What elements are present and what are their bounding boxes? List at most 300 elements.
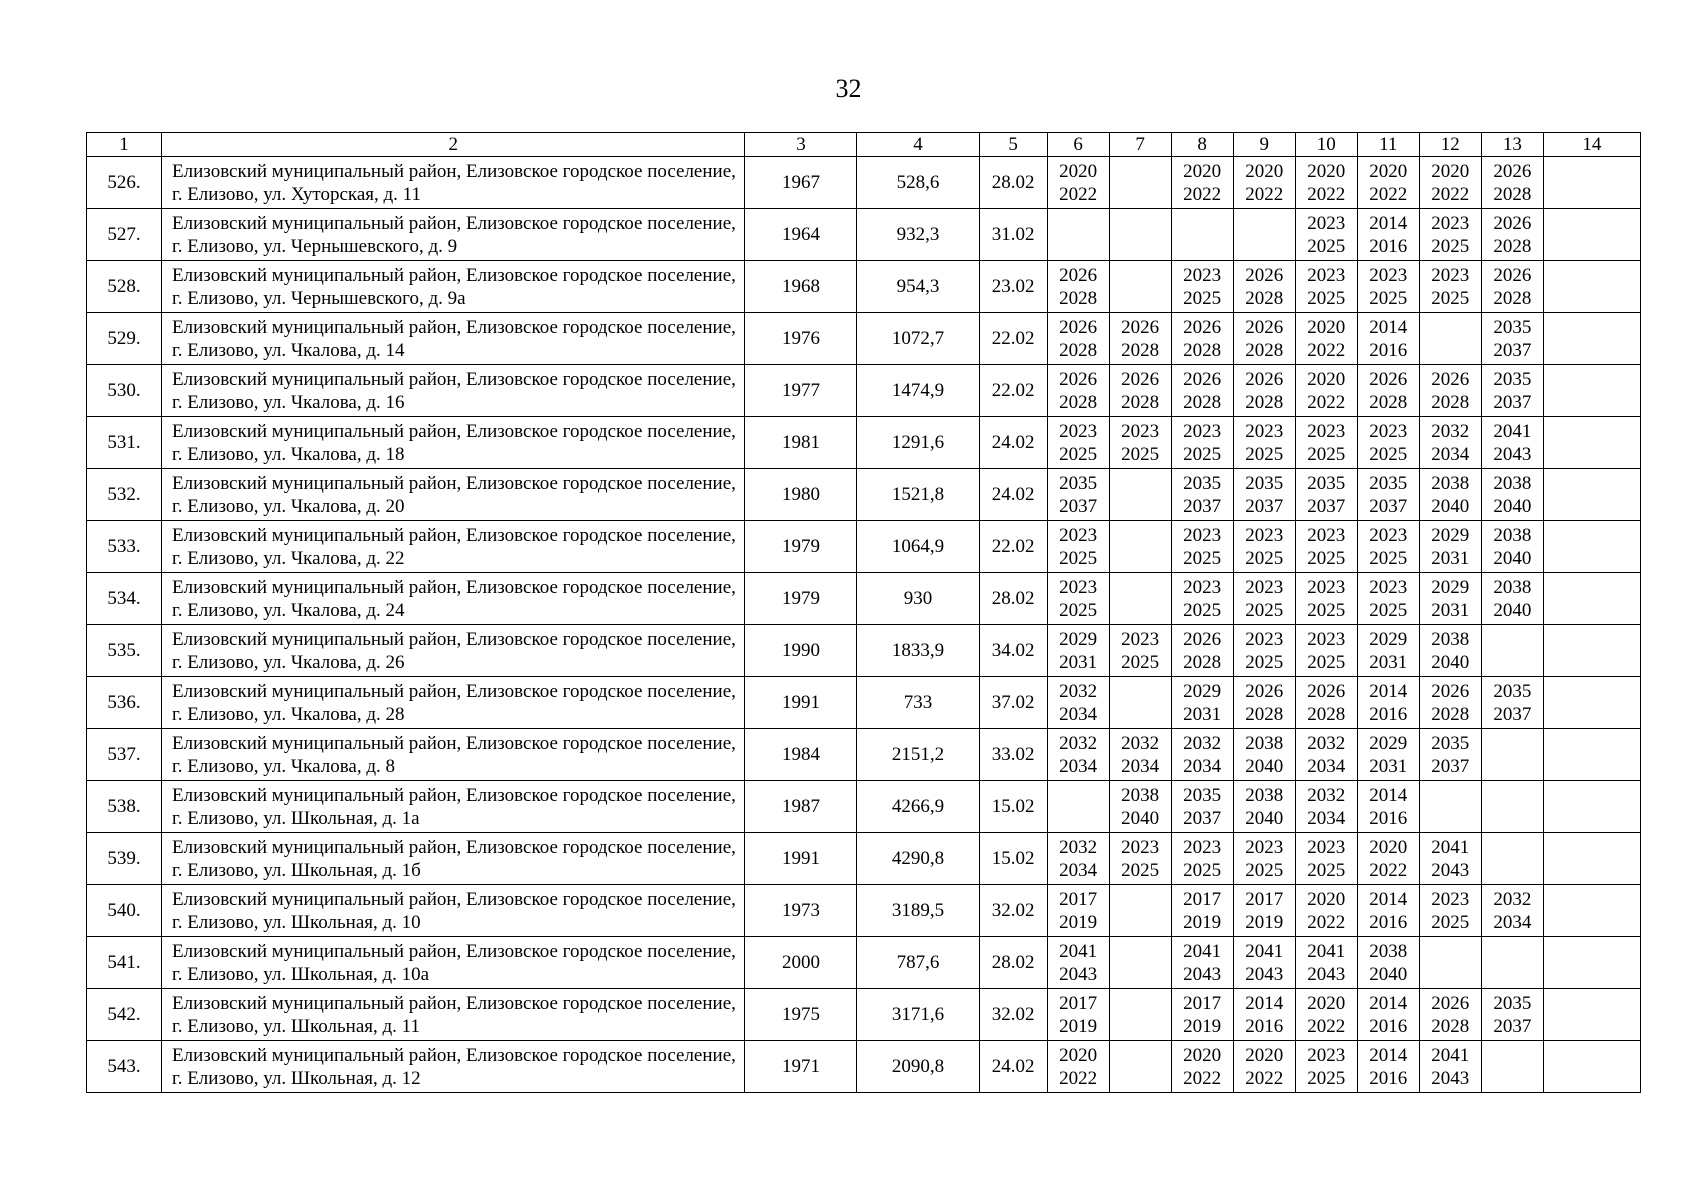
code-cell: 28.02 [979,937,1047,989]
repair-period-cell [1171,261,1233,313]
period-start-year: 2026 [1059,316,1098,338]
row-number: 539. [87,833,162,885]
repair-period-cell [1419,573,1481,625]
period-start-year: 2020 [1369,160,1408,182]
period-end-year: 2043 [1493,443,1532,465]
period-end-year: 2028 [1245,391,1284,413]
repair-period-cell [1171,521,1233,573]
period-end-year: 2040 [1431,495,1470,517]
period-start-year: 2017 [1183,992,1222,1014]
repair-period-cell [1419,625,1481,677]
repair-period-cell [1481,417,1543,469]
repair-period-cell [1171,313,1233,365]
period-start-year: 2017 [1059,992,1098,1014]
period-start-year: 2023 [1307,836,1346,858]
period-end-year: 2040 [1493,547,1532,569]
construction-year-cell: 1964 [745,209,857,261]
code-cell: 24.02 [979,469,1047,521]
repair-period-cell [1109,729,1171,781]
address-cell: Елизовский муниципальный район, Елизовское городское поселение, г. Елизово, ул. Школьная, д. 12 [162,1041,745,1093]
period-start-year: 2041 [1493,420,1532,442]
repair-period-cell [1481,833,1543,885]
row-number: 530. [87,365,162,417]
repair-period-cell [1295,365,1357,417]
code-cell: 33.02 [979,729,1047,781]
code-cell: 28.02 [979,573,1047,625]
period-end-year: 2016 [1369,911,1408,933]
period-start-year: 2041 [1307,940,1346,962]
repair-period-cell [1295,729,1357,781]
period-start-year: 2020 [1307,992,1346,1014]
repair-period-cell [1233,937,1295,989]
repair-period-cell [1109,573,1171,625]
repair-period-cell [1419,937,1481,989]
period-end-year: 2025 [1183,547,1222,569]
repair-period-cell [1109,365,1171,417]
period-end-year: 2016 [1369,235,1408,257]
table-row [87,365,1641,417]
note-cell [1543,989,1640,1041]
period-start-year: 2020 [1059,160,1098,182]
repair-period-cell [1047,677,1109,729]
period-start-year: 2038 [1245,784,1284,806]
repair-period-cell [1047,937,1109,989]
table-row [87,261,1641,313]
period-end-year: 2025 [1245,859,1284,881]
period-end-year: 2034 [1059,703,1098,725]
period-start-year: 2035 [1183,784,1222,806]
period-end-year: 2022 [1307,1015,1346,1037]
period-end-year: 2028 [1369,391,1408,413]
period-end-year: 2019 [1183,911,1222,933]
period-start-year: 2035 [1493,316,1532,338]
period-end-year: 2025 [1369,547,1408,569]
period-start-year: 2026 [1121,316,1160,338]
table-row [87,521,1641,573]
period-start-year: 2020 [1307,888,1346,910]
period-start-year: 2032 [1493,888,1532,910]
period-end-year: 2040 [1493,495,1532,517]
area-cell: 930 [857,573,979,625]
repair-period-cell [1047,521,1109,573]
period-start-year: 2035 [1431,732,1470,754]
code-cell: 15.02 [979,781,1047,833]
table-row [87,573,1641,625]
period-end-year: 2025 [1183,443,1222,465]
period-end-year: 2043 [1431,1067,1470,1089]
period-start-year: 2014 [1369,1044,1408,1066]
repair-period-cell [1109,157,1171,209]
period-end-year: 2043 [1307,963,1346,985]
table-row [87,625,1641,677]
period-end-year: 2025 [1307,599,1346,621]
repair-period-cell [1109,625,1171,677]
code-cell: 32.02 [979,885,1047,937]
address-cell: Елизовский муниципальный район, Елизовское городское поселение, г. Елизово, ул. Школьная, д. 10 [162,885,745,937]
row-number: 536. [87,677,162,729]
repair-period-cell [1481,625,1543,677]
period-start-year: 2026 [1493,160,1532,182]
repair-period-cell [1233,313,1295,365]
note-cell [1543,209,1640,261]
repair-period-cell [1047,157,1109,209]
period-start-year: 2020 [1183,1044,1222,1066]
period-end-year: 2028 [1431,1015,1470,1037]
repair-period-cell [1295,937,1357,989]
period-end-year: 2025 [1369,599,1408,621]
code-cell: 31.02 [979,209,1047,261]
area-cell: 3189,5 [857,885,979,937]
repair-period-cell [1419,417,1481,469]
period-start-year: 2023 [1183,836,1222,858]
period-end-year: 2025 [1059,547,1098,569]
address-cell: Елизовский муниципальный район, Елизовское городское поселение, г. Елизово, ул. Чкалова, д. 26 [162,625,745,677]
repair-period-cell [1481,885,1543,937]
repair-period-cell [1481,261,1543,313]
repair-period-cell [1233,677,1295,729]
repair-period-cell [1357,625,1419,677]
period-start-year: 2026 [1431,992,1470,1014]
note-cell [1543,261,1640,313]
code-cell: 34.02 [979,625,1047,677]
code-cell: 22.02 [979,313,1047,365]
period-end-year: 2028 [1245,287,1284,309]
repair-period-cell [1481,989,1543,1041]
period-end-year: 2019 [1245,911,1284,933]
period-end-year: 2025 [1431,235,1470,257]
period-start-year: 2026 [1493,264,1532,286]
period-start-year: 2029 [1369,732,1408,754]
period-end-year: 2025 [1307,287,1346,309]
table-row [87,313,1641,365]
period-end-year: 2028 [1059,391,1098,413]
repair-period-cell [1295,521,1357,573]
repair-period-cell [1357,781,1419,833]
address-cell: Елизовский муниципальный район, Елизовское городское поселение, г. Елизово, ул. Чкалова, д. 20 [162,469,745,521]
period-end-year: 2037 [1307,495,1346,517]
repair-period-cell [1357,365,1419,417]
period-start-year: 2032 [1307,784,1346,806]
period-end-year: 2016 [1369,339,1408,361]
area-cell: 1064,9 [857,521,979,573]
column-header: 1 [87,133,162,157]
repair-period-cell [1357,729,1419,781]
address-cell: Елизовский муниципальный район, Елизовское городское поселение, г. Елизово, ул. Чкалова, д. 18 [162,417,745,469]
period-end-year: 2028 [1183,391,1222,413]
column-header: 5 [979,133,1047,157]
repair-period-cell [1295,261,1357,313]
period-start-year: 2023 [1369,576,1408,598]
code-cell: 15.02 [979,833,1047,885]
period-start-year: 2026 [1183,316,1222,338]
period-end-year: 2040 [1245,807,1284,829]
repair-period-cell [1357,313,1419,365]
note-cell [1543,521,1640,573]
address-cell: Елизовский муниципальный район, Елизовское городское поселение, г. Елизово, ул. Чернышевского, д. 9 [162,209,745,261]
period-start-year: 2035 [1307,472,1346,494]
period-end-year: 2025 [1245,547,1284,569]
repair-period-cell [1357,417,1419,469]
row-number: 528. [87,261,162,313]
repair-period-cell [1233,625,1295,677]
header-row [87,133,1641,157]
repair-period-cell [1233,157,1295,209]
period-start-year: 2026 [1245,680,1284,702]
column-header: 4 [857,133,979,157]
period-end-year: 2040 [1245,755,1284,777]
period-start-year: 2038 [1369,940,1408,962]
row-number: 537. [87,729,162,781]
period-start-year: 2017 [1245,888,1284,910]
note-cell [1543,677,1640,729]
period-end-year: 2031 [1183,703,1222,725]
note-cell [1543,781,1640,833]
repair-period-cell [1233,573,1295,625]
column-header: 6 [1047,133,1109,157]
repair-period-cell [1109,521,1171,573]
column-header: 13 [1481,133,1543,157]
repair-period-cell [1109,261,1171,313]
construction-year-cell: 1981 [745,417,857,469]
period-end-year: 2019 [1059,1015,1098,1037]
repair-period-cell [1171,729,1233,781]
period-start-year: 2023 [1307,264,1346,286]
period-start-year: 2020 [1307,368,1346,390]
period-start-year: 2041 [1431,1044,1470,1066]
area-cell: 4290,8 [857,833,979,885]
period-start-year: 2023 [1431,264,1470,286]
repair-period-cell [1295,885,1357,937]
repair-period-cell [1047,989,1109,1041]
period-end-year: 2019 [1183,1015,1222,1037]
repair-period-cell [1419,885,1481,937]
period-start-year: 2038 [1493,524,1532,546]
repair-period-cell [1171,573,1233,625]
period-start-year: 2020 [1307,316,1346,338]
period-end-year: 2028 [1493,235,1532,257]
repair-period-cell [1419,989,1481,1041]
period-start-year: 2038 [1245,732,1284,754]
period-end-year: 2028 [1431,391,1470,413]
repair-period-cell [1233,521,1295,573]
period-start-year: 2023 [1369,420,1408,442]
note-cell [1543,313,1640,365]
repair-period-cell [1419,677,1481,729]
table-row [87,937,1641,989]
construction-year-cell: 1980 [745,469,857,521]
period-start-year: 2026 [1307,680,1346,702]
note-cell [1543,885,1640,937]
period-end-year: 2037 [1431,755,1470,777]
period-end-year: 2028 [1493,287,1532,309]
period-end-year: 2022 [1431,183,1470,205]
repair-period-cell [1109,781,1171,833]
repair-period-cell [1171,625,1233,677]
note-cell [1543,365,1640,417]
period-end-year: 2025 [1307,547,1346,569]
period-end-year: 2025 [1369,287,1408,309]
period-end-year: 2040 [1493,599,1532,621]
repair-period-cell [1047,417,1109,469]
repair-period-cell [1357,209,1419,261]
period-end-year: 2025 [1183,287,1222,309]
repair-period-cell [1357,677,1419,729]
period-end-year: 2022 [1183,1067,1222,1089]
repair-period-cell [1419,157,1481,209]
repair-period-cell [1109,989,1171,1041]
period-end-year: 2034 [1059,755,1098,777]
area-cell: 733 [857,677,979,729]
period-start-year: 2023 [1121,420,1160,442]
repair-period-cell [1171,1041,1233,1093]
period-start-year: 2026 [1431,368,1470,390]
repair-period-cell [1109,1041,1171,1093]
period-end-year: 2031 [1431,547,1470,569]
repair-period-cell [1481,781,1543,833]
address-cell: Елизовский муниципальный район, Елизовское городское поселение, г. Елизово, ул. Школьная, д. 1б [162,833,745,885]
table-row [87,1041,1641,1093]
construction-year-cell: 1984 [745,729,857,781]
period-end-year: 2040 [1431,651,1470,673]
period-end-year: 2043 [1183,963,1222,985]
period-end-year: 2022 [1369,859,1408,881]
period-start-year: 2020 [1369,836,1408,858]
period-start-year: 2023 [1369,524,1408,546]
period-start-year: 2023 [1183,420,1222,442]
repair-period-cell [1047,573,1109,625]
repair-period-cell [1481,313,1543,365]
repair-schedule-table [86,132,1641,1093]
address-cell: Елизовский муниципальный район, Елизовское городское поселение, г. Елизово, ул. Чкалова, д. 24 [162,573,745,625]
column-header: 3 [745,133,857,157]
period-end-year: 2022 [1307,911,1346,933]
period-end-year: 2028 [1121,391,1160,413]
period-start-year: 2023 [1307,524,1346,546]
repair-period-cell [1171,937,1233,989]
period-start-year: 2023 [1245,628,1284,650]
repair-period-cell [1295,1041,1357,1093]
repair-period-cell [1109,833,1171,885]
column-header: 14 [1543,133,1640,157]
address-cell: Елизовский муниципальный район, Елизовское городское поселение, г. Елизово, ул. Чкалова, д. 22 [162,521,745,573]
area-cell: 787,6 [857,937,979,989]
table-row [87,781,1641,833]
area-cell: 1474,9 [857,365,979,417]
period-end-year: 2025 [1059,443,1098,465]
page-number: 32 [835,74,862,103]
period-start-year: 2038 [1493,576,1532,598]
period-start-year: 2023 [1245,576,1284,598]
column-header: 8 [1171,133,1233,157]
row-number: 527. [87,209,162,261]
period-start-year: 2020 [1059,1044,1098,1066]
period-end-year: 2037 [1493,339,1532,361]
period-start-year: 2026 [1183,368,1222,390]
area-cell: 2151,2 [857,729,979,781]
note-cell [1543,833,1640,885]
period-end-year: 2028 [1183,651,1222,673]
note-cell [1543,417,1640,469]
repair-period-cell [1233,781,1295,833]
note-cell [1543,573,1640,625]
row-number: 533. [87,521,162,573]
period-start-year: 2032 [1431,420,1470,442]
period-start-year: 2029 [1059,628,1098,650]
period-start-year: 2023 [1245,836,1284,858]
period-end-year: 2025 [1307,235,1346,257]
repair-period-cell [1047,885,1109,937]
period-start-year: 2041 [1183,940,1222,962]
period-start-year: 2035 [1493,680,1532,702]
repair-period-cell [1419,781,1481,833]
period-start-year: 2023 [1059,524,1098,546]
period-end-year: 2028 [1493,183,1532,205]
period-end-year: 2028 [1059,287,1098,309]
period-end-year: 2025 [1121,443,1160,465]
period-end-year: 2034 [1059,859,1098,881]
period-start-year: 2026 [1245,264,1284,286]
period-start-year: 2017 [1059,888,1098,910]
period-start-year: 2035 [1183,472,1222,494]
period-start-year: 2023 [1121,628,1160,650]
address-cell: Елизовский муниципальный район, Елизовское городское поселение, г. Елизово, ул. Школьная, д. 10а [162,937,745,989]
period-start-year: 2035 [1059,472,1098,494]
period-end-year: 2025 [1307,443,1346,465]
repair-period-cell [1047,781,1109,833]
period-end-year: 2022 [1369,183,1408,205]
period-end-year: 2025 [1183,859,1222,881]
period-end-year: 2025 [1059,599,1098,621]
period-start-year: 2023 [1245,524,1284,546]
code-cell: 28.02 [979,157,1047,209]
area-cell: 932,3 [857,209,979,261]
code-cell: 22.02 [979,521,1047,573]
period-end-year: 2025 [1245,443,1284,465]
note-cell [1543,157,1640,209]
table-row [87,677,1641,729]
construction-year-cell: 1968 [745,261,857,313]
period-start-year: 2026 [1245,316,1284,338]
construction-year-cell: 1967 [745,157,857,209]
period-start-year: 2020 [1431,160,1470,182]
period-start-year: 2023 [1059,420,1098,442]
address-cell: Елизовский муниципальный район, Елизовское городское поселение, г. Елизово, ул. Школьная, д. 1а [162,781,745,833]
address-cell: Елизовский муниципальный район, Елизовское городское поселение, г. Елизово, ул. Хуторская, д. 11 [162,157,745,209]
period-start-year: 2029 [1369,628,1408,650]
construction-year-cell: 2000 [745,937,857,989]
row-number: 538. [87,781,162,833]
row-number: 526. [87,157,162,209]
repair-period-cell [1481,729,1543,781]
code-cell: 23.02 [979,261,1047,313]
repair-period-cell [1047,729,1109,781]
period-end-year: 2022 [1307,183,1346,205]
period-start-year: 2023 [1307,212,1346,234]
period-end-year: 2025 [1245,599,1284,621]
repair-period-cell [1481,677,1543,729]
repair-period-cell [1047,625,1109,677]
repair-period-cell [1109,677,1171,729]
period-start-year: 2023 [1431,888,1470,910]
repair-period-cell [1047,365,1109,417]
period-start-year: 2023 [1059,576,1098,598]
period-start-year: 2026 [1059,368,1098,390]
period-end-year: 2016 [1369,703,1408,725]
period-end-year: 2016 [1369,807,1408,829]
period-start-year: 2038 [1121,784,1160,806]
period-end-year: 2025 [1245,651,1284,673]
repair-period-cell [1481,573,1543,625]
